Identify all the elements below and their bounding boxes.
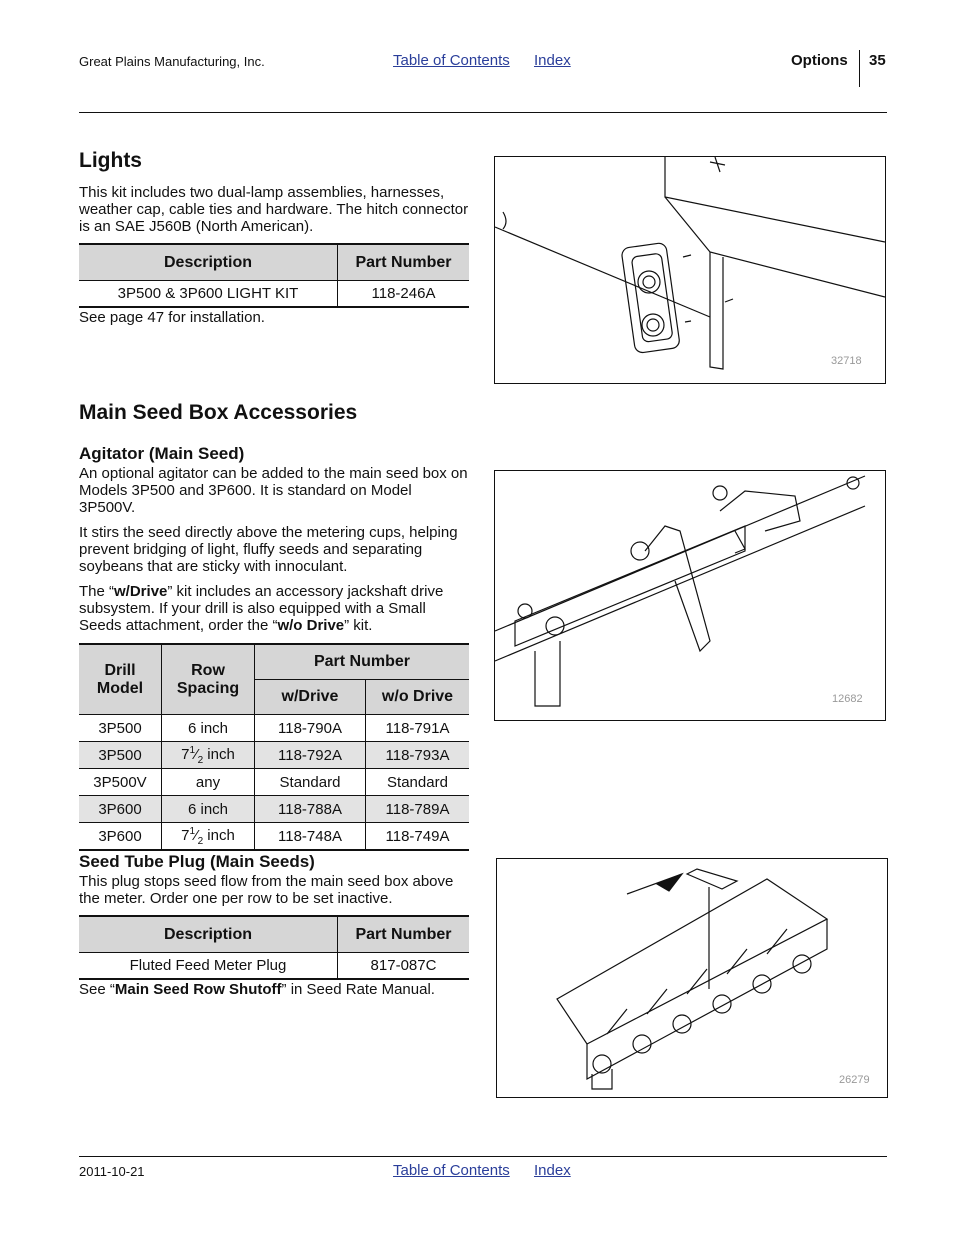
main-seed-box-title: Main Seed Box Accessories <box>79 401 358 424</box>
lights-title: Lights <box>79 149 142 172</box>
agitator-para-3: The “w/Drive” kit includes an accessory jackshaft drive subsystem. If your drill is also equipped with a Small Seeds attachment, order the “w/o Drive” kit. <box>79 583 444 634</box>
footer-index-link[interactable]: Index <box>534 1162 571 1179</box>
footer-toc-link[interactable]: Table of Contents <box>393 1162 510 1179</box>
table-row: 3P500 $7^1⁄_2$ inch 118-792A 118-793A <box>79 742 469 769</box>
col-part-number: Part Number <box>338 244 470 281</box>
header-company: Great Plains Manufacturing, Inc. <box>79 54 265 69</box>
lights-body: This kit includes two dual-lamp assemblies, harnesses, weather cap, cable ties and hardware. The hitch connector is an SAE J560B (North American). <box>79 184 469 235</box>
figure-number: 26279 <box>839 1074 870 1086</box>
figure-number: 32718 <box>831 355 862 367</box>
row-spacing-fraction: $7^1⁄_2$ inch <box>162 742 255 769</box>
seed-tube-plug-note: See “Main Seed Row Shutoff” in Seed Rate Manual. <box>79 981 435 998</box>
table-row: 3P600 $7^1⁄_2$ inch 118-748A 118-749A <box>79 823 469 851</box>
cell-description: 3P500 & 3P600 LIGHT KIT <box>79 281 338 308</box>
table-row: 3P500V any Standard Standard <box>79 769 469 796</box>
cell-part-number: 817-087C <box>370 957 437 974</box>
lights-figure <box>494 156 886 384</box>
light-assembly-illustration <box>495 157 885 383</box>
lights-note: See page 47 for installation. <box>79 309 265 326</box>
header-toc-link[interactable]: Table of Contents <box>393 52 510 69</box>
table-row <box>79 281 469 308</box>
agitator-title: Agitator (Main Seed) <box>79 444 245 463</box>
figure-number: 12682 <box>832 693 863 705</box>
col-drill-model: Drill Model <box>79 644 162 715</box>
seed-tube-plug-table <box>79 915 469 980</box>
cell-description: Fluted Feed Meter Plug <box>79 953 338 980</box>
col-wo-drive: w/o Drive <box>366 680 470 715</box>
footer-rule <box>79 1156 887 1157</box>
table-row <box>79 953 469 980</box>
seed-meter-illustration <box>497 859 887 1097</box>
header-divider <box>859 50 860 87</box>
col-row-spacing: Row Spacing <box>162 644 255 715</box>
col-description: Description <box>79 916 338 953</box>
col-description: Description <box>79 244 338 281</box>
seed-tube-plug-body: This plug stops seed flow from the main seed box above the meter. Order one per row to be set inactive. <box>79 873 454 907</box>
col-part-number: Part Number <box>338 916 470 953</box>
header-index-link[interactable]: Index <box>534 52 571 69</box>
cell-part-number: 118-246A <box>371 285 436 302</box>
col-part-number: Part Number <box>255 644 470 680</box>
agitator-table <box>79 643 469 851</box>
header-section: Options <box>791 52 848 69</box>
agitator-figure <box>494 470 886 721</box>
seed-tube-plug-figure <box>496 858 888 1098</box>
agitator-illustration <box>495 471 885 720</box>
footer-date: 2011-10-21 <box>79 1164 145 1179</box>
page-number: 35 <box>869 52 886 69</box>
agitator-para-2: It stirs the seed directly above the metering cups, helping prevent bridging of light, fluffy seeds and separating soybeans that are sticky with innoculant. <box>79 524 458 575</box>
table-row: 3P600 6 inch 118-788A 118-789A <box>79 796 469 823</box>
table-row: 3P500 6 inch 118-790A 118-791A <box>79 715 469 742</box>
seed-tube-plug-title: Seed Tube Plug (Main Seeds) <box>79 852 315 871</box>
agitator-para-1: An optional agitator can be added to the main seed box on Models 3P500 and 3P600. It is standard on Model 3P500V. <box>79 465 468 516</box>
lights-table <box>79 243 469 308</box>
header-rule <box>79 112 887 113</box>
col-w-drive: w/Drive <box>255 680 366 715</box>
row-spacing-fraction: $7^1⁄_2$ inch <box>162 823 255 851</box>
